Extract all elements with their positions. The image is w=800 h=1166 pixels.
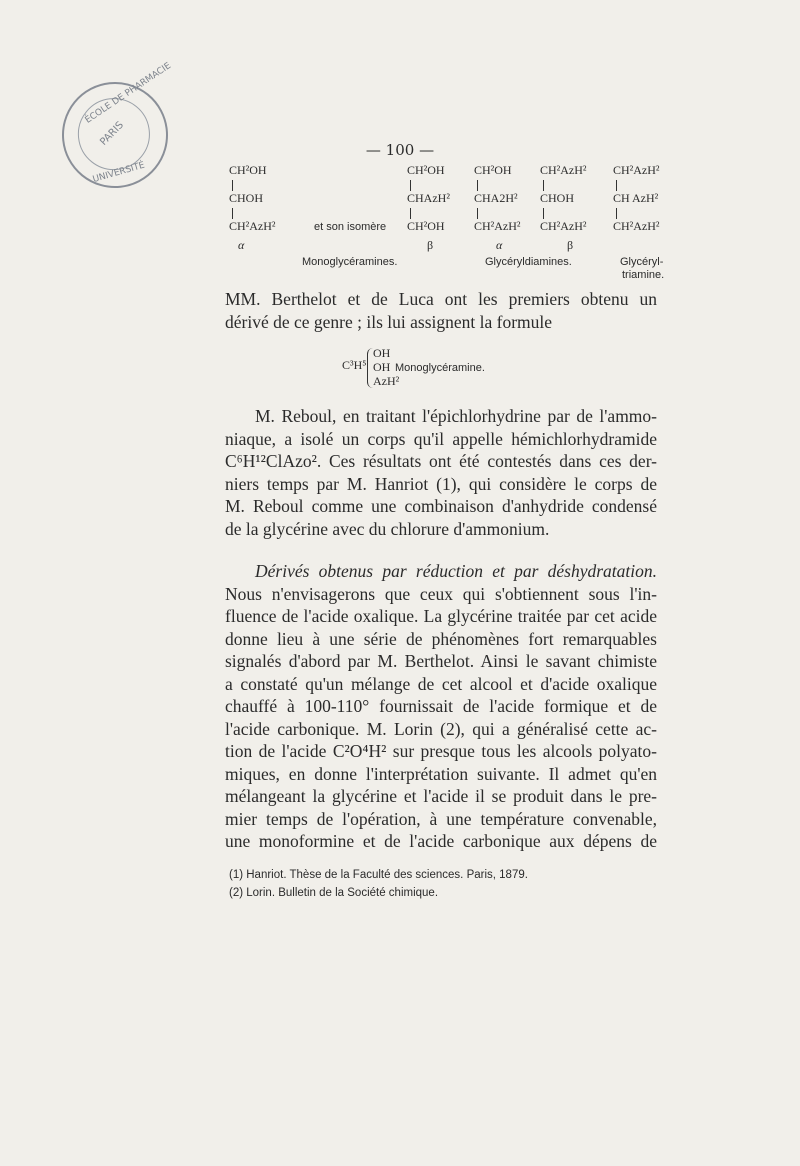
formula-c2-row1: CH²OH (407, 163, 445, 177)
formula-c2-row3: CH²OH (407, 219, 445, 233)
section-derives (225, 560, 657, 853)
text-line: chauffé à 100-110° fournissait de l'acide formique et de (225, 696, 657, 716)
text-line: une monoformine et de l'acide carbonique aux dépens de (225, 831, 657, 851)
bond-line (410, 180, 411, 191)
text-line: mier temps de l'opération, à une température convenable, (225, 808, 657, 829)
label-glyceryldiamines: Glycéryldiamines. (485, 256, 572, 268)
text-line: niaque, a isolé un corps qu'il appelle hémichlorhydramide (225, 428, 657, 449)
formula2-oh2: OH (373, 360, 391, 374)
formula-c3-row1: CH²OH (474, 163, 512, 177)
bond-line (477, 180, 478, 191)
alpha-marker: α (496, 238, 503, 252)
stamp-top-text: ÉCOLE DE PHARMACIE (83, 60, 173, 126)
text-line: mélangeant la glycérine et l'acide il se produit dans le pre- (225, 786, 657, 806)
beta-marker: β (567, 238, 574, 252)
formula-c5-row3: CH²AzH² (613, 219, 660, 233)
formula2-name: Monoglycéramine. (395, 362, 485, 374)
formula-c4-row3: CH²AzH² (540, 219, 587, 233)
formula2-oh1: OH (373, 346, 391, 360)
page-number: — 100 — (365, 141, 435, 159)
formula-c4-row1: CH²AzH² (540, 163, 587, 177)
library-stamp (57, 60, 173, 193)
formula-c4-row2: CHOH (540, 191, 575, 205)
formula2-azh2: AzH² (373, 374, 400, 388)
formula-c1-row1: CH²OH (229, 163, 267, 177)
paragraph-reboul (225, 405, 657, 540)
bond-line (616, 208, 617, 219)
text-line: MM. Berthelot et de Luca ont les premiers obtenu un (225, 289, 657, 309)
stamp-center-text: PARIS (98, 119, 126, 148)
alpha-marker: α (238, 238, 245, 252)
text-line: M. Reboul comme une combinaison d'anhydride condensé (225, 496, 657, 516)
text-line: tion de l'acide C²O⁴H² sur presque tous les alcools polyato- (225, 741, 657, 761)
formula-c3-row3: CH²AzH² (474, 219, 521, 233)
bond-line (616, 180, 617, 191)
text-line: miques, en donne l'interprétation suivante. Il admet qu'en (225, 763, 657, 784)
formula-c2-row2: CHAzH² (407, 191, 450, 205)
formula2-base: C³H⁵ (342, 358, 367, 372)
footnote-2: (2) Lorin. Bulletin de la Société chimique. (229, 887, 439, 899)
bond-line (232, 180, 233, 191)
text-line: C⁶H¹²ClAzo². Ces résultats ont été contestés dans ces der- (225, 451, 657, 471)
paragraph-berthelot (225, 288, 657, 333)
text-line: fluence de l'acide oxalique. La glycérine traitée par cet acide (225, 606, 657, 626)
label-glyceryltriamine-1: Glycéryl- (620, 256, 664, 268)
text-line: dérivé de ce genre ; ils lui assignent la formule (225, 311, 553, 332)
text-line: M. Reboul, en traitant l'épichlorhydrine par de l'ammo- (255, 406, 657, 426)
beta-marker: β (427, 238, 434, 252)
bond-line (477, 208, 478, 219)
stamp-bottom-text: UNIVERSITÉ (91, 160, 146, 186)
bond-line (543, 180, 544, 191)
label-glyceryltriamine-2: triamine. (622, 269, 665, 281)
formula-c5-row1: CH²AzH² (613, 163, 660, 177)
text-line: Nous n'envisagerons que ceux qui s'obtiennent sous l'in- (225, 583, 657, 604)
formula-c3-row2: CHA2H² (474, 191, 518, 205)
bond-line (232, 208, 233, 219)
formula-c1-row2: CHOH (229, 191, 264, 205)
text-line: signalés d'abord par M. Berthelot. Ainsi le savant chimiste (225, 651, 657, 671)
text-line: de la glycérine avec du chlorure d'ammonium. (225, 518, 550, 539)
text-line: a constaté qu'un mélange de cet alcool et d'acide oxalique (225, 673, 657, 694)
label-monoglyceramines: Monoglycéramines. (302, 256, 398, 268)
text-line: niers temps par M. Hanriot (1), qui considère le corps de (225, 473, 657, 494)
formula-c5-row2: CH AzH² (613, 191, 659, 205)
footnote-1: (1) Hanriot. Thèse de la Faculté des sciences. Paris, 1879. (229, 869, 528, 881)
bond-line (543, 208, 544, 219)
isomer-note: et son isomère (314, 221, 387, 233)
bond-line (410, 208, 411, 219)
formula-c1-row3: CH²AzH² (229, 219, 276, 233)
text-line: donne lieu à une série de phénomènes fort remarquables (225, 628, 657, 649)
section-heading: Dérivés obtenus par réduction et par déshydratation. (255, 561, 657, 581)
text-line: l'acide carbonique. M. Lorin (2), qui a généralisé cette ac- (225, 718, 657, 739)
